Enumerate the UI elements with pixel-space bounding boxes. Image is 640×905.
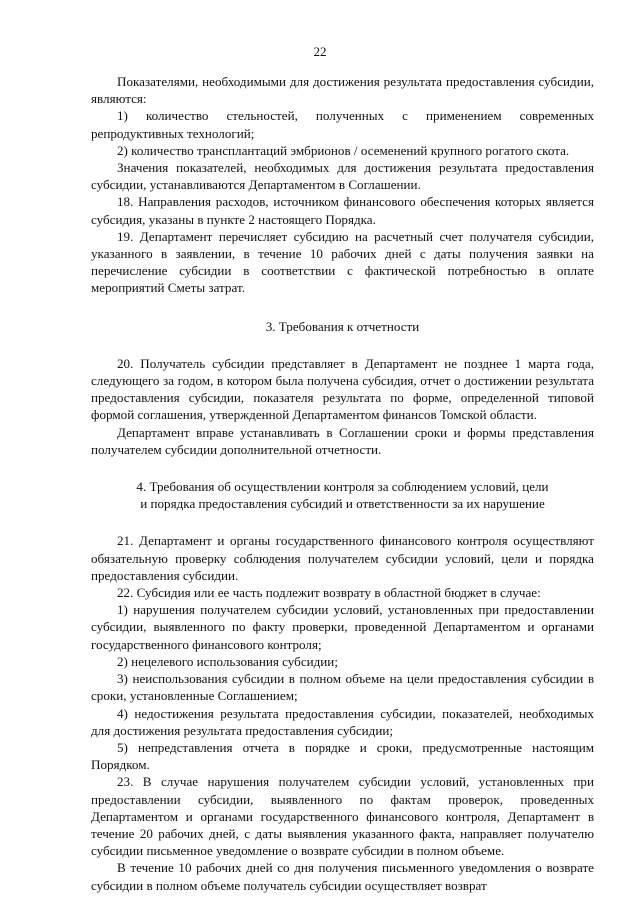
paragraph-22-item-5: 5) непредставления отчета в порядке и сроки, предусмотренные настоящим Порядком. [91,739,594,773]
paragraph-22: 22. Субсидия или ее часть подлежит возврату в областной бюджет в случае: [117,585,541,601]
paragraph-indicator-1: 1) количество стельностей, полученных с применением современных репродуктивных технологий; [91,108,594,141]
section-4-heading-line-1: 4. Требования об осуществлении контроля за соблюдением условий, цели [136,479,549,495]
page-number: 22 [313,44,327,59]
section-3-heading: 3. Требования к отчетности [265,318,420,334]
section-4-heading-line-2: и порядка предоставления субсидий и ответственности за их нарушение [140,496,545,512]
document-body [91,73,594,894]
paragraph-20: 20. Получатель субсидии представляет в Департамент не позднее 1 марта года, следующего за годом, в котором была получена субсидия, отчет о достижении результата предоставления субсидии, показателя результата по форме, определенной типовой формой соглашения, утвержденной Департаментом финансов Томской области. [91,355,594,423]
paragraph-22-item-1: 1) нарушения получателем субсидии условий, установленных при предоставлении субсидии, выявленного по факту проверки, проведенной Департаментом и органами государственного финансового контроля; [91,602,594,652]
paragraph-18: 18. Направления расходов, источником финансового обеспечения которых является субсидия, указаны в пункте 2 настоящего Порядка. [91,194,594,227]
paragraph-22-item-2: 2) нецелевого использования субсидии; [117,653,338,669]
paragraph-indicator-values: Значения показателей, необходимых для достижения результата предоставления субсидии, устанавливаются Департаментом в Соглашении. [91,160,594,193]
paragraph-23: 23. В случае нарушения получателем субсидии условий, установленных при предоставлении субсидии, выявленного по фактам проверок, проведенных Департаментом и органами государственного финансового контроля, Департамент в течение 20 рабочих дней, с даты выявления указанного факта, направляет получателю субсидии письменное уведомление о возврате субсидии в полном объеме. [91,774,594,859]
paragraph-refund-term: В течение 10 рабочих дней со дня получения письменного уведомления о возврате субсидии в полном объеме получатель субсидии осуществляет возврат [91,860,594,893]
paragraph-indicator-2: 2) количество трансплантаций эмбрионов / осеменений крупного рогатого скота. [117,142,570,158]
paragraph-22-item-3: 3) неиспользования субсидии в полном объеме на цели предоставления субсидии в сроки, установленные Соглашением; [91,671,594,704]
paragraph-19: 19. Департамент перечисляет субсидию на расчетный счет получателя субсидии, указанного в заявлении, в течение 10 рабочих дней с даты получения заявки на перечисление субсидии в соответствии с фактической потребностью в оплате мероприятий Сметы затрат. [91,228,594,296]
paragraph-additional-reporting: Департамент вправе устанавливать в Соглашении сроки и формы представления получателем субсидии дополнительной отчетности. [91,424,594,457]
paragraph-21: 21. Департамент и органы государственного финансового контроля осуществляют обязательную проверку соблюдения получателем субсидии условий, цели и порядка предоставления субсидии. [91,533,594,583]
paragraph-22-item-4: 4) недостижения результата предоставления субсидии, показателей, необходимых для достижения результата предоставления субсидии; [91,705,594,738]
paragraph-indicators-intro: Показателями, необходимыми для достижения результата предоставления субсидии, являются: [91,74,594,107]
